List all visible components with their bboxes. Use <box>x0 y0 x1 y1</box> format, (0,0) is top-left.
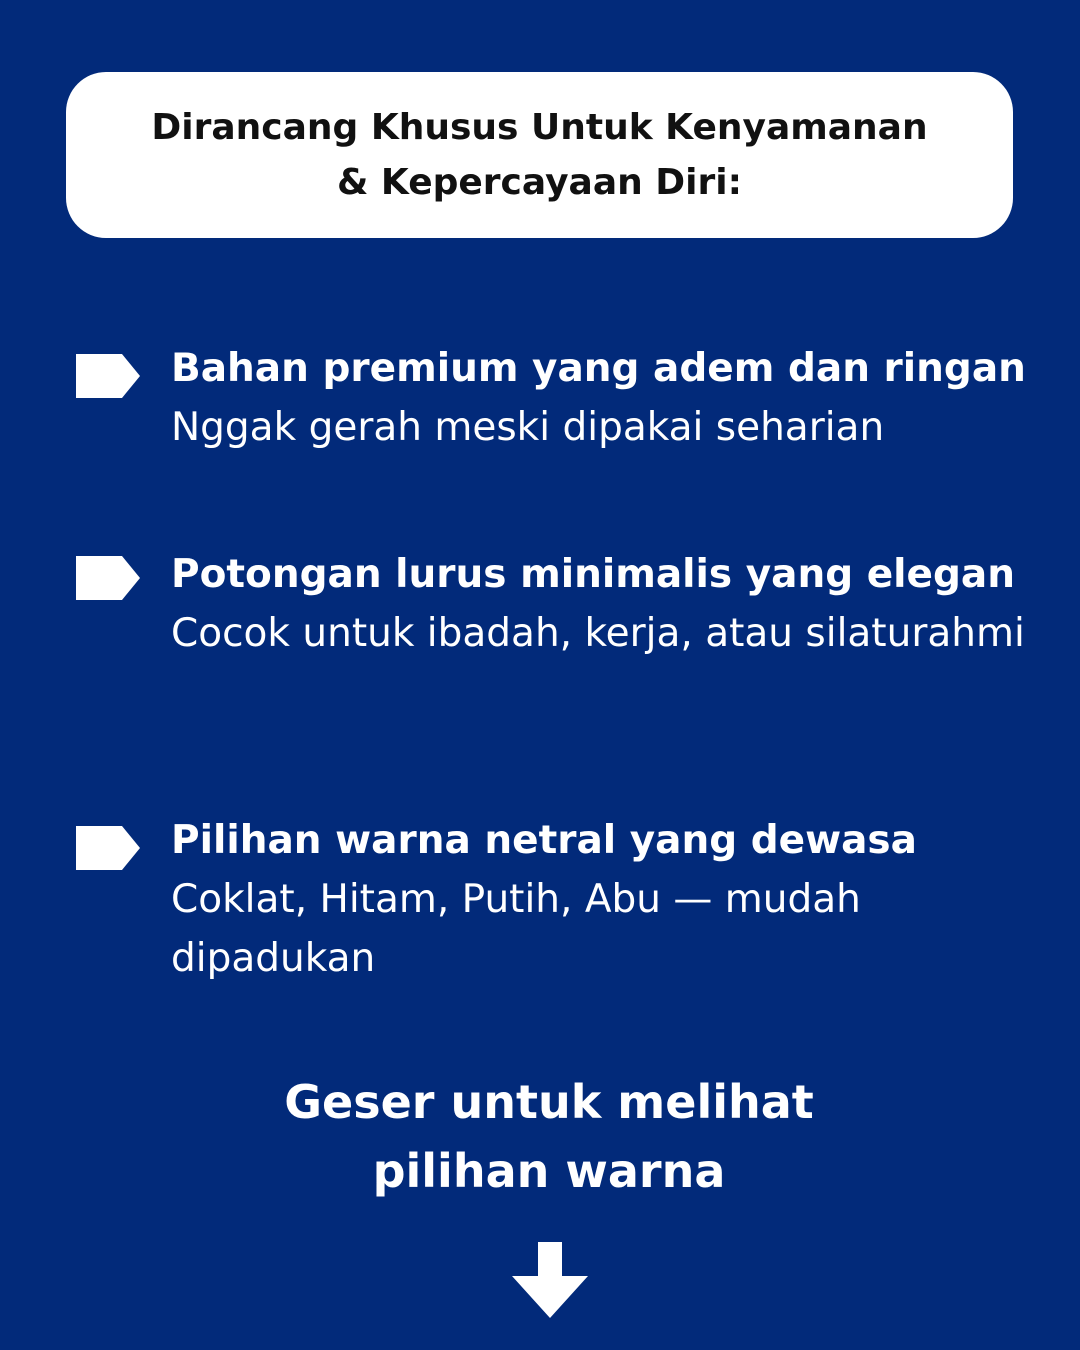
swipe-prompt-line: Geser untuk melihat <box>284 1075 814 1129</box>
feature-description: Nggak gerah meski dipakai seharian <box>171 405 885 450</box>
feature-text <box>171 546 1051 663</box>
feature-text <box>171 812 1051 988</box>
tag-arrow-icon <box>76 826 140 870</box>
swipe-prompt-line: pilihan warna <box>372 1144 726 1198</box>
feature-title: Potongan lurus minimalis yang elegan <box>171 552 1015 597</box>
header-banner <box>66 72 1013 238</box>
header-title: Dirancang Khusus Untuk Kenyamanan & Kepercayaan Diri: <box>151 107 928 203</box>
feature-description: Cocok untuk ibadah, kerja, atau silaturahmi <box>171 611 1025 656</box>
feature-description: Coklat, Hitam, Putih, Abu — mudah dipadukan <box>171 877 861 981</box>
tag-arrow-icon <box>76 354 140 398</box>
feature-text <box>171 340 1051 457</box>
swipe-prompt <box>0 1068 1080 1206</box>
arrow-down-icon <box>512 1242 588 1318</box>
feature-title: Bahan premium yang adem dan ringan <box>171 346 1026 391</box>
tag-arrow-icon <box>76 556 140 600</box>
feature-title: Pilihan warna netral yang dewasa <box>171 818 917 863</box>
